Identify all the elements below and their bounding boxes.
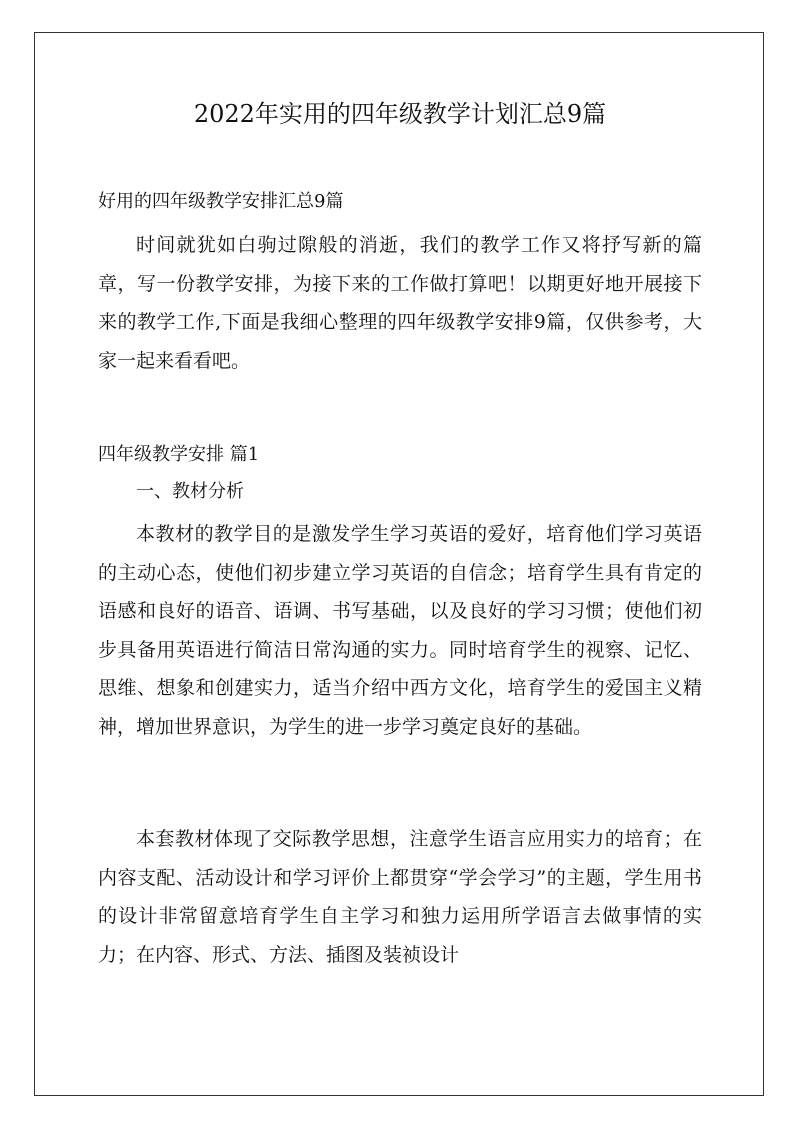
document-subtitle: 好用的四年级教学安排汇总9篇 <box>98 191 344 212</box>
section-heading: 四年级教学安排 篇1 <box>98 444 260 465</box>
body-paragraph-2: 本套教材体现了交际教学思想，注意学生语言应用实力的培育；在内容支配、活动设计和学习评价上都贯穿“学会学习”的主题，学生用书的设计非常留意培育学生自主学习和独力运用所学语言去做事情的实力；在内容、形式、方法、插图及装祯设计 <box>98 828 702 966</box>
document-title: 2022年实用的四年级教学计划汇总9篇 <box>193 100 607 128</box>
subsection-heading: 一、教材分析 <box>136 481 244 502</box>
body-paragraph-1: 本教材的教学目的是激发学生学习英语的爱好，培育他们学习英语的主动心态，使他们初步建立学习英语的自信念；培育学生具有肯定的语感和良好的语音、语调、书写基础，以及良好的学习习惯；使他们初步具备用英语进行简洁日常沟通的实力。同时培育学生的视察、记忆、思维、想象和创建实力，适当介绍中西方文化，培育学生的爱国主义精神，增加世界意识，为学生的进一步学习奠定良好的基础。 <box>98 523 702 738</box>
intro-paragraph: 时间就犹如白驹过隙般的消逝，我们的教学工作又将抒写新的篇章，写一份教学安排，为接下来的工作做打算吧！以期更好地开展接下来的教学工作,下面是我细心整理的四年级教学安排9篇，仅供参考，大家一起来看看吧。 <box>98 234 702 372</box>
